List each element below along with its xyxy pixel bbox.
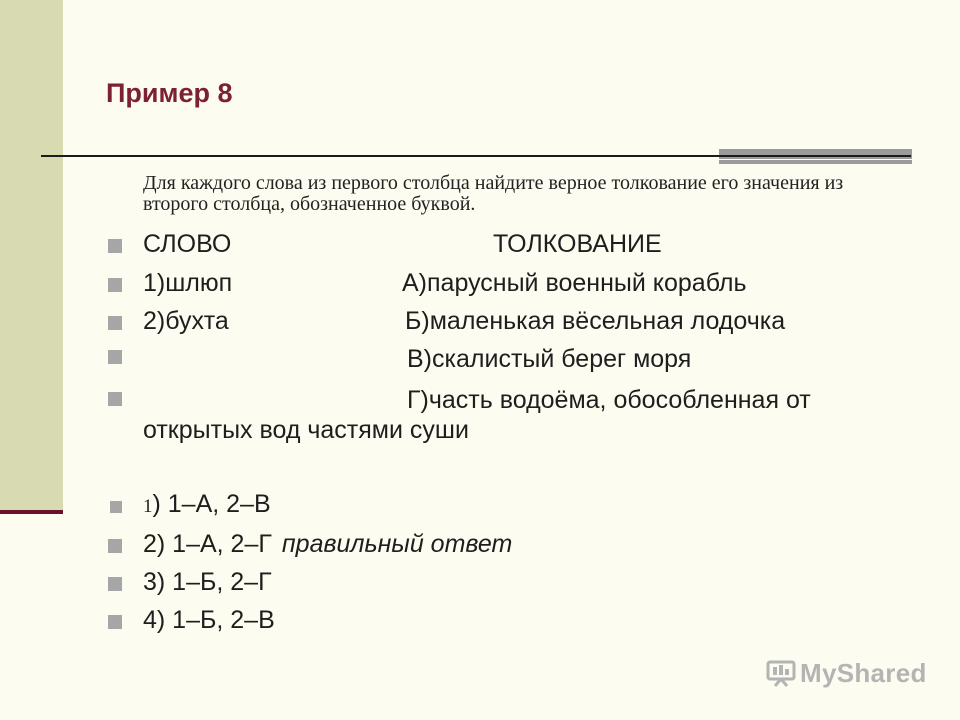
answer-text (143, 530, 512, 559)
title-rule-accent-lower (719, 160, 912, 164)
bullet-icon (108, 577, 122, 591)
presentation-board-icon (766, 659, 796, 687)
bullet-icon (108, 278, 122, 292)
pair-meaning-continuation: открытых вод частями суши (143, 416, 469, 444)
title-rule-accent (719, 149, 912, 159)
header-row (0, 230, 960, 262)
bullet-icon (108, 350, 122, 364)
bullet-icon (108, 239, 122, 253)
answer-option (0, 490, 960, 522)
bullet-icon (108, 392, 122, 406)
pair-row (0, 386, 960, 446)
pair-row (0, 345, 960, 377)
answer-number: 1 (143, 496, 153, 517)
watermark (766, 656, 927, 690)
slide-title: Пример 8 (106, 78, 233, 108)
bullet-icon (108, 316, 122, 330)
pair-meaning: В)скалистый берег моря (407, 345, 692, 373)
pair-meaning: Б)маленькая вёсельная лодочка (405, 307, 786, 335)
answer-body: ) 1–А, 2–В (152, 490, 271, 518)
answer-body: 2) 1–А, 2–Г (143, 530, 272, 558)
pair-meaning: А)парусный военный корабль (402, 269, 747, 297)
column-header-word: СЛОВО (143, 230, 232, 258)
answer-text (143, 490, 271, 519)
bullet-icon (108, 539, 122, 553)
answer-option (0, 530, 960, 562)
title-rule (41, 155, 911, 157)
answer-option (0, 568, 960, 600)
watermark-text: MyShared (800, 657, 927, 688)
bullet-icon (108, 615, 122, 629)
instruction-text: Для каждого слова из первого столбца найдите верное толкование его значения из второго столбца, обозначенное буквой. (143, 172, 844, 215)
column-header-meaning: ТОЛКОВАНИЕ (493, 230, 662, 258)
pair-row (0, 307, 960, 339)
pair-meaning: Г)часть водоёма, обособленная от (407, 386, 811, 414)
answer-text: 3) 1–Б, 2–Г (143, 568, 272, 596)
answer-text: 4) 1–Б, 2–В (143, 606, 275, 634)
pair-row (0, 269, 960, 301)
correct-answer-note: правильный ответ (281, 530, 513, 558)
bullet-icon (110, 501, 122, 513)
answer-option (0, 606, 960, 638)
pair-word: 1)шлюп (143, 269, 233, 297)
pair-word: 2)бухта (143, 307, 229, 335)
